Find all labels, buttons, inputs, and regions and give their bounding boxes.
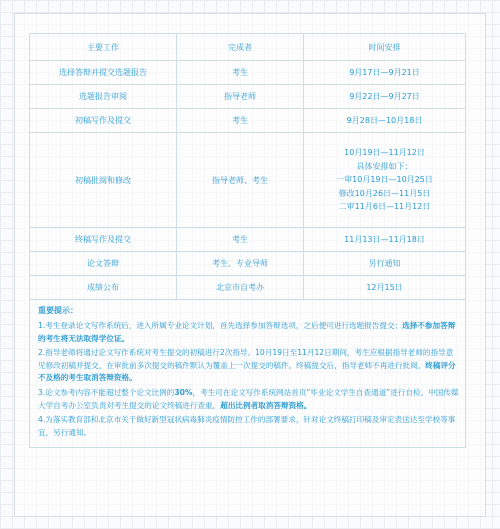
cell-owner: 考生 <box>177 61 304 85</box>
table-row <box>30 228 466 252</box>
revision-line: 10月19日—11月12日 <box>344 148 425 158</box>
cell-task: 选题报告审阅 <box>30 85 177 109</box>
header-owner: 完成者 <box>177 34 304 61</box>
header-task: 主要工作 <box>30 34 177 61</box>
revision-line: 一审10月19日—10月25日 <box>336 175 433 185</box>
note-3 <box>38 387 459 412</box>
header-time: 时间安排 <box>304 34 466 61</box>
cell-task: 选择答辩并提交选题报告 <box>30 61 177 85</box>
table-row <box>30 109 466 133</box>
note-text: 2.指导老师将通过论文写作系统对考生提交的初稿进行2次指导。10月19日至11月12日期间，考生应根据指导老师的指导意见修改初稿并提交，在审批前多次提交的稿件默认为覆盖上一次提交的稿件。终稿提交后，指导老师不再进行批阅。 <box>38 348 454 370</box>
revision-schedule-cell <box>304 133 466 228</box>
cell-time: 9月22日—9月27日 <box>304 85 466 109</box>
cell-task: 终稿写作及提交 <box>30 228 177 252</box>
cell-task: 成绩公布 <box>30 276 177 300</box>
cell-time: 9月28日—10月18日 <box>304 109 466 133</box>
revision-line: 具体安排如下： <box>356 161 413 171</box>
table-row <box>30 61 466 85</box>
revision-line: 二审11月6日—11月12日 <box>338 202 431 212</box>
cell-owner: 指导老师 <box>177 85 304 109</box>
note-text: 1.考生登录论文写作系统后，进入所属专业论文计划，首先选择参加答辩选项，之后便可进行选题报告提交； <box>38 321 403 330</box>
table-row <box>30 85 466 109</box>
cell-owner: 考生 <box>177 109 304 133</box>
cell-task: 初稿批阅和修改 <box>30 133 177 228</box>
cell-task: 论文答辩 <box>30 252 177 276</box>
notes-title: 重要提示： <box>38 306 78 315</box>
table-header-row <box>30 34 466 61</box>
cell-time: 另行通知 <box>304 252 466 276</box>
cell-owner: 指导老师、考生 <box>177 133 304 228</box>
note-emphasis: 终稿评分不及格的考生取消答辩资格。 <box>38 360 456 383</box>
cell-owner: 考生、专业导师 <box>177 252 304 276</box>
schedule-table <box>29 33 466 448</box>
table-row <box>30 252 466 276</box>
table-row <box>30 276 466 300</box>
note-text: ，考生可在论文写作系统网站首页“毕业论文学生自查通道”进行自检。中国传媒大学自考办公室负责对考生提交的论文终稿进行查重， <box>38 387 459 410</box>
notes-row <box>30 300 466 448</box>
revision-line: 修改10月26日—11月5日 <box>338 188 431 198</box>
note-2 <box>38 347 459 385</box>
cell-time: 9月17日—9月21日 <box>304 61 466 85</box>
note-emphasis: 超出比例者取消答辩资格。 <box>220 400 312 410</box>
notes-cell <box>30 300 466 448</box>
cell-time: 12月15日 <box>304 276 466 300</box>
note-4: 4.为落实教育部和北京市关于做好新型冠状病毒肺炎疫情防控工作的部署要求，针对论文终稿打印稿及审定表送达至学校等事宜，另行通知。 <box>38 415 456 437</box>
cell-owner: 北京市自考办 <box>177 276 304 300</box>
cell-time: 11月13日—11月18日 <box>304 228 466 252</box>
table-row <box>30 133 466 228</box>
note-emphasis: 选择不参加答辩的考生将无法取得学位证。 <box>38 321 456 343</box>
note-emphasis: 30% <box>174 387 193 397</box>
cell-owner: 考生 <box>177 228 304 252</box>
note-text: 3.论文参考内容不能超过整个论文比例的 <box>38 387 175 397</box>
note-1 <box>38 320 459 345</box>
cell-task: 初稿写作及提交 <box>30 109 177 133</box>
